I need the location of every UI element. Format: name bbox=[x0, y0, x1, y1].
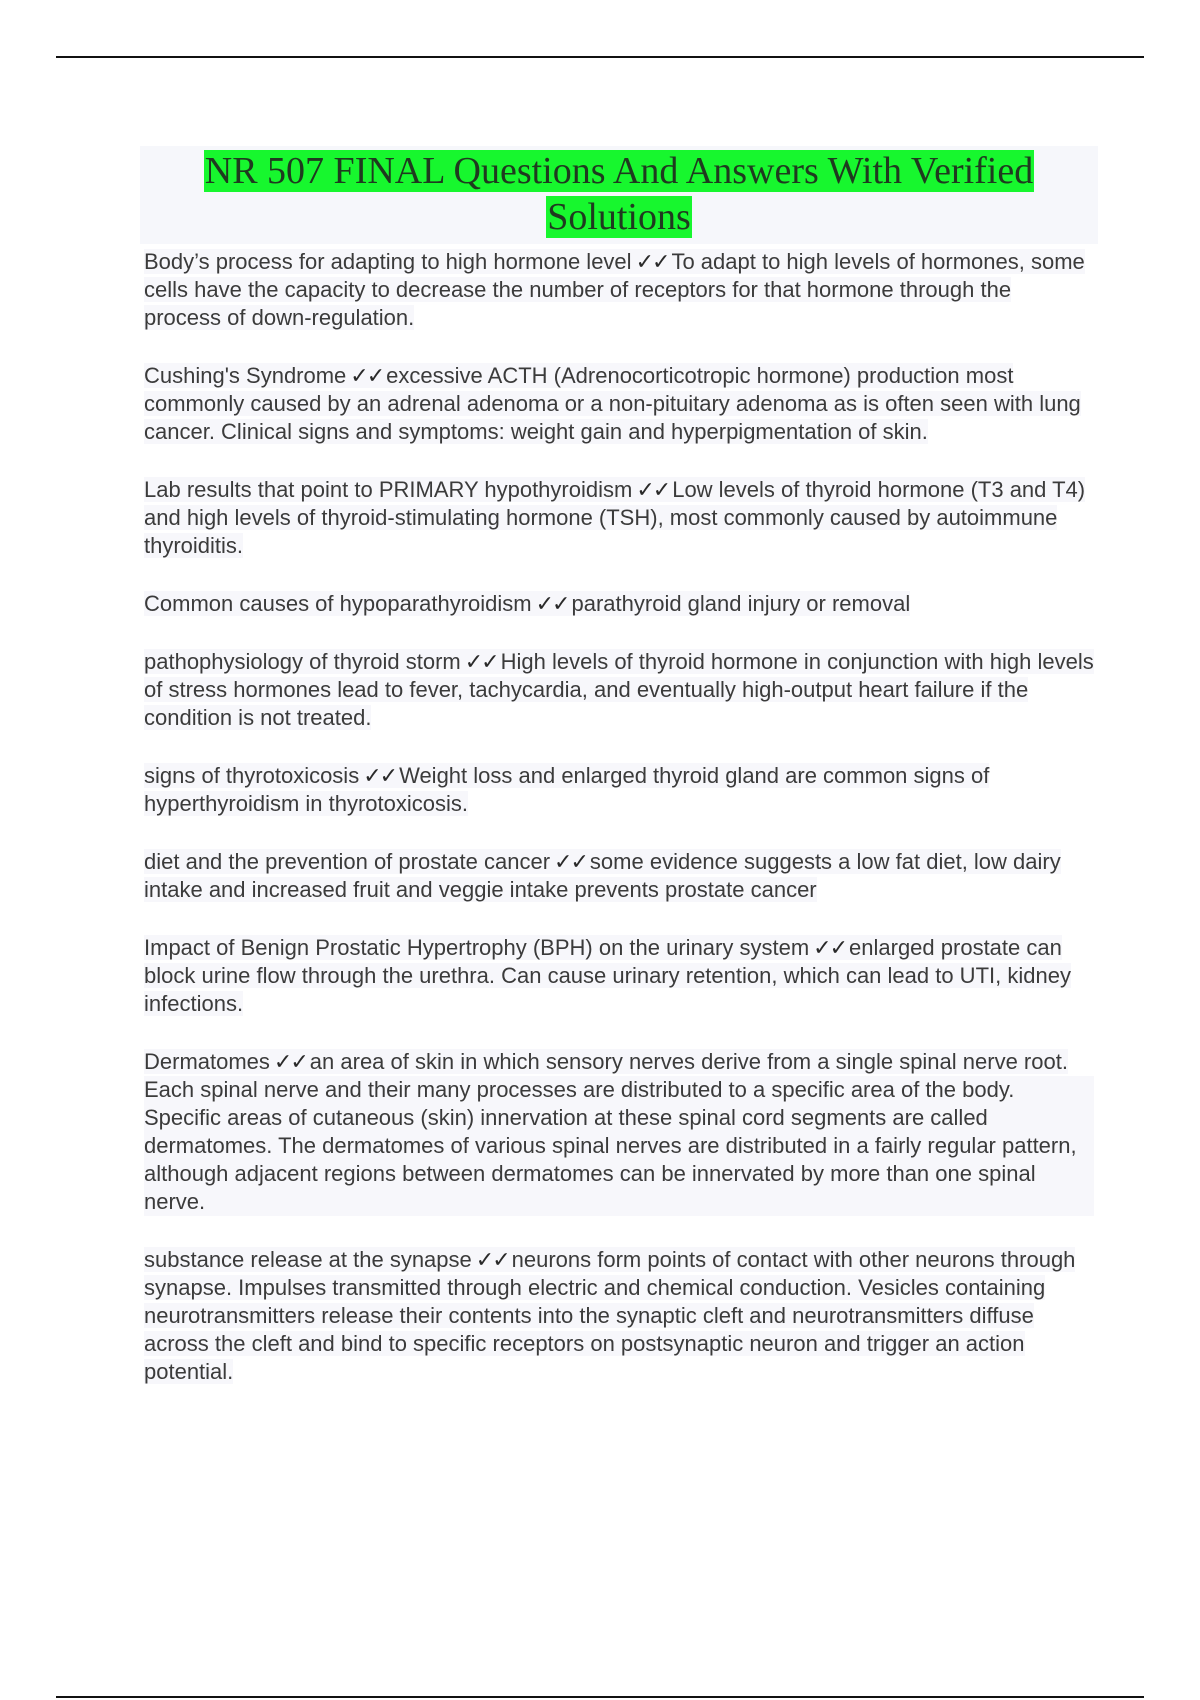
question-text: Impact of Benign Prostatic Hypertrophy (BPH) on the urinary system bbox=[144, 935, 810, 960]
check-mark-icon: ✓✓ bbox=[350, 363, 384, 388]
answer-text: neurons form points of contact with other neurons through synapse. Impulses transmitted through electric and chemical conduction. Vesicles containing neurotransmitters release their contents into the synaptic cleft and neurotransmitters diffuse across the cleft and bind to specific receptors on postsynaptic neuron and trigger an action potential. bbox=[144, 1247, 1076, 1384]
footer-rule bbox=[56, 1696, 1144, 1698]
title-box bbox=[140, 146, 1098, 244]
question-text: diet and the prevention of prostate cancer bbox=[144, 849, 551, 874]
page-title bbox=[140, 148, 1098, 240]
document-body bbox=[144, 146, 1094, 1416]
answer-text: parathyroid gland injury or removal bbox=[571, 591, 911, 616]
qa-entry bbox=[144, 590, 1094, 618]
qa-entry bbox=[144, 1048, 1094, 1216]
question-text: substance release at the synapse bbox=[144, 1247, 472, 1272]
answer-text: High levels of thyroid hormone in conjunction with high levels of stress hormones lead to fever, tachycardia, and eventually high-output heart failure if the condition is not treated. bbox=[144, 649, 1094, 730]
question-text: signs of thyrotoxicosis bbox=[144, 763, 360, 788]
question-text: pathophysiology of thyroid storm bbox=[144, 649, 461, 674]
question-text: Cushing's Syndrome bbox=[144, 363, 347, 388]
qa-entry bbox=[144, 934, 1094, 1018]
check-mark-icon: ✓✓ bbox=[635, 249, 669, 274]
qa-entry bbox=[144, 362, 1094, 446]
answer-text: an area of skin in which sensory nerves derive from a single spinal nerve root. bbox=[309, 1049, 1068, 1074]
answer-text: Low levels of thyroid hormone (T3 and T4) and high levels of thyroid-stimulating hormone (TSH), most commonly caused by autoimmune thyroiditis. bbox=[144, 477, 1086, 558]
check-mark-icon: ✓✓ bbox=[273, 1049, 307, 1074]
question-text: Common causes of hypoparathyroidism bbox=[144, 591, 532, 616]
check-mark-icon: ✓✓ bbox=[636, 477, 670, 502]
qa-entry bbox=[144, 648, 1094, 732]
check-mark-icon: ✓✓ bbox=[464, 649, 498, 674]
qa-entry bbox=[144, 1246, 1094, 1386]
header-rule bbox=[56, 56, 1144, 58]
answer-text: Weight loss and enlarged thyroid gland are common signs of hyperthyroidism in thyrotoxicosis. bbox=[144, 763, 990, 816]
answer-text: enlarged prostate can block urine flow through the urethra. Can cause urinary retention, which can lead to UTI, kidney infections. bbox=[144, 935, 1071, 1016]
check-mark-icon: ✓✓ bbox=[475, 1247, 509, 1272]
check-mark-icon: ✓✓ bbox=[813, 935, 847, 960]
question-text: Body’s process for adapting to high hormone level bbox=[144, 249, 632, 274]
question-text: Dermatomes bbox=[144, 1049, 270, 1074]
check-mark-icon: ✓✓ bbox=[554, 849, 587, 874]
answer-text: excessive ACTH (Adrenocorticotropic hormone) production most commonly caused by an adrenal adenoma or a non-pituitary adenoma as is often seen with lung cancer. Clinical signs and symptoms: weight gain and hyperpigmentation of skin. bbox=[144, 363, 1081, 444]
check-mark-icon: ✓✓ bbox=[363, 763, 397, 788]
answer-text: some evidence suggests a low fat diet, low dairy intake and increased fruit and veggie intake prevents prostate cancer bbox=[144, 849, 1061, 902]
title-line-1: NR 507 FINAL Questions And Answers With Verified bbox=[204, 150, 1034, 192]
check-mark-icon: ✓✓ bbox=[535, 591, 569, 616]
qa-entry bbox=[144, 848, 1094, 904]
answer-extra-text: Each spinal nerve and their many processes are distributed to a specific area of the body. Specific areas of cutaneous (skin) innervation at these spinal cord segments are called dermatomes. The dermatomes of various spinal nerves are distributed in a fairly regular pattern, although adjacent regions between dermatomes can be innervated by more than one spinal nerve. bbox=[144, 1076, 1094, 1216]
qa-entry bbox=[144, 476, 1094, 560]
title-line-2: Solutions bbox=[547, 196, 691, 238]
question-text: Lab results that point to PRIMARY hypothyroidism bbox=[144, 477, 633, 502]
qa-entry bbox=[144, 248, 1094, 332]
qa-entry bbox=[144, 762, 1094, 818]
answer-text: To adapt to high levels of hormones, some cells have the capacity to decrease the number of receptors for that hormone through the process of down-regulation. bbox=[144, 249, 1085, 330]
